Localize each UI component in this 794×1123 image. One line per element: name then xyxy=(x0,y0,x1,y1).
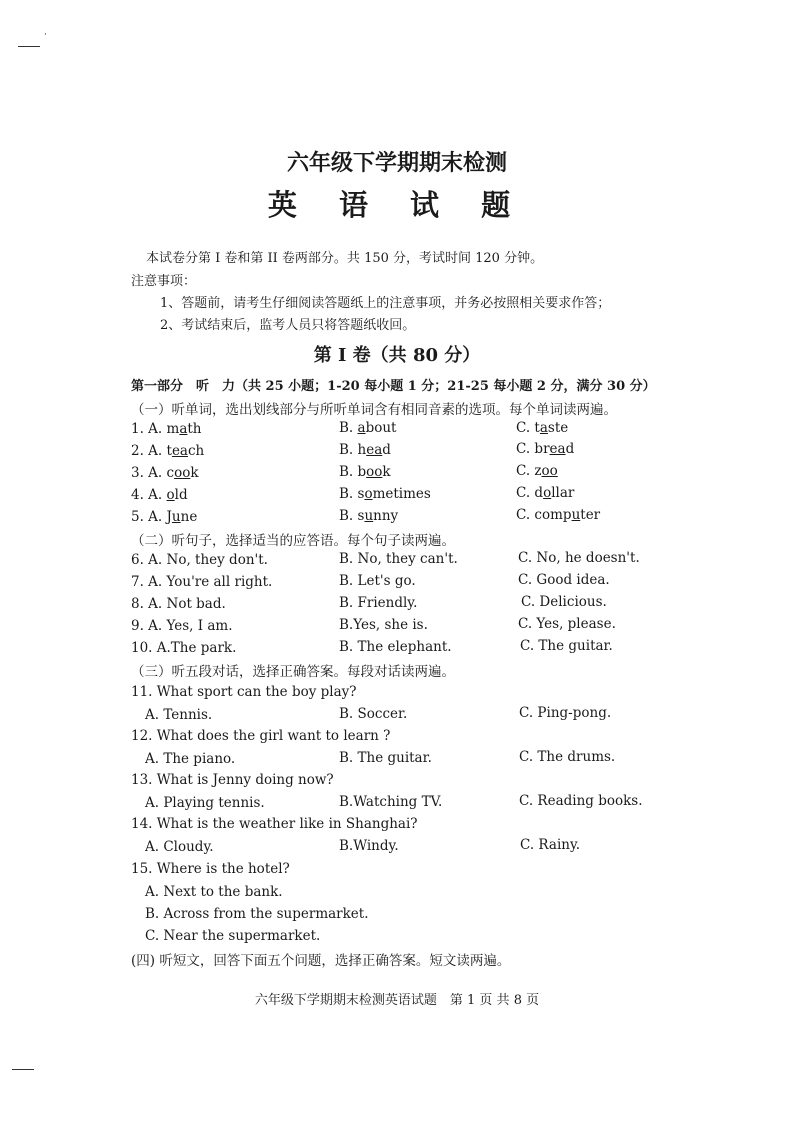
option-a: A. Tennis. xyxy=(145,707,213,723)
exam-subtitle: 六年级下学期期末检测 xyxy=(286,150,507,176)
option-b: B. Friendly. xyxy=(339,595,418,611)
option-b: B. about xyxy=(339,420,397,436)
option-b: B. Soccer. xyxy=(339,706,408,722)
option-c: C. The drums. xyxy=(519,749,616,765)
option-b: B. sometimes xyxy=(339,486,431,502)
group4-instruction: (四) 听短文，回答下面五个问题，选择正确答案。短文读两遍。 xyxy=(131,953,511,969)
option-c: C. Delicious. xyxy=(521,594,607,610)
option-c: C. No, he doesn't. xyxy=(518,550,640,566)
option-c: C. Ping-pong. xyxy=(519,705,612,721)
option-a: 2. A. teach xyxy=(131,443,205,459)
option-a: 1. A. math xyxy=(131,421,202,437)
option-a: 4. A. old xyxy=(131,487,188,503)
question-stem: 13. What is Jenny doing now? xyxy=(131,772,334,788)
option-b: B. The guitar. xyxy=(339,750,432,766)
page-footer: 六年级下学期期末检测英语试题 第 1 页 共 8 页 xyxy=(254,993,540,1008)
group3-instruction: （三）听五段对话，选择正确答案。每段对话读两遍。 xyxy=(131,664,455,680)
notice-label: 注意事项： xyxy=(131,274,197,289)
option-c: C. Yes, please. xyxy=(518,616,616,632)
option-a: A. Cloudy. xyxy=(145,839,214,855)
notice-item-1: 1、答题前，请考生仔细阅读答题纸上的注意事项，并务必按照相关要求作答； xyxy=(160,296,611,311)
option-a: 3. A. cook xyxy=(131,465,199,481)
option-a: A. Next to the bank. xyxy=(145,884,283,900)
notice-item-2: 2、考试结束后，监考人员只将答题纸收回。 xyxy=(160,318,416,333)
option-b: B. Across from the supermarket. xyxy=(145,906,369,922)
question-stem: 12. What does the girl want to learn ? xyxy=(131,728,391,744)
option-b: B. book xyxy=(339,464,391,480)
option-a: A. Playing tennis. xyxy=(145,795,265,811)
scan-dot: · xyxy=(44,30,47,40)
question-stem: 15. Where is the hotel? xyxy=(131,861,290,877)
option-c: C. Rainy. xyxy=(520,837,581,853)
option-c: C. Near the supermarket. xyxy=(145,928,321,944)
scan-mark-bottom-left xyxy=(12,1069,34,1070)
option-c: C. zoo xyxy=(516,463,558,479)
group2-instruction: （二）听句子，选择适当的应答语。每个句子读两遍。 xyxy=(131,533,455,549)
question-stem: 11. What sport can the boy play? xyxy=(131,684,357,700)
option-b: B.Yes, she is. xyxy=(339,617,428,633)
option-b: B. head xyxy=(339,442,391,458)
intro-line: 本试卷分第 I 卷和第 II 卷两部分。共 150 分，考试时间 120 分钟。 xyxy=(146,251,544,266)
question-stem: 14. What is the weather like in Shanghai? xyxy=(131,816,418,832)
option-c: C. dollar xyxy=(516,485,575,501)
scan-mark-top-left xyxy=(18,46,40,47)
group1-instruction: （一）听单词，选出划线部分与所听单词含有相同音素的选项。每个单词读两遍。 xyxy=(131,402,617,418)
option-b: B. The elephant. xyxy=(339,639,452,655)
option-a: 8. A. Not bad. xyxy=(131,596,226,612)
option-c: C. computer xyxy=(516,507,601,523)
option-b: B.Watching TV. xyxy=(339,794,443,810)
option-c: C. bread xyxy=(516,441,575,457)
part-header: 第一部分 听 力（共 25 小题；1-20 每小题 1 分；21-25 每小题 2 分，满分 30 分） xyxy=(131,379,656,394)
exam-title: 英 语 试 题 xyxy=(267,188,527,222)
option-a: 5. A. June xyxy=(131,509,198,525)
option-a: 10. A.The park. xyxy=(131,640,237,656)
option-a: 7. A. You're all right. xyxy=(131,574,273,590)
option-c: C. Reading books. xyxy=(519,793,643,809)
option-a: 6. A. No, they don't. xyxy=(131,552,268,568)
option-b: B. sunny xyxy=(339,508,399,524)
option-b: B. No, they can't. xyxy=(339,551,458,567)
option-a: A. The piano. xyxy=(145,751,236,767)
option-c: C. The guitar. xyxy=(520,638,613,654)
option-b: B.Windy. xyxy=(339,838,399,854)
option-a: 9. A. Yes, I am. xyxy=(131,618,233,634)
option-c: C. taste xyxy=(516,420,569,436)
option-b: B. Let's go. xyxy=(339,573,416,589)
section-title: 第 I 卷（共 80 分） xyxy=(313,345,481,366)
option-c: C. Good idea. xyxy=(518,572,610,588)
